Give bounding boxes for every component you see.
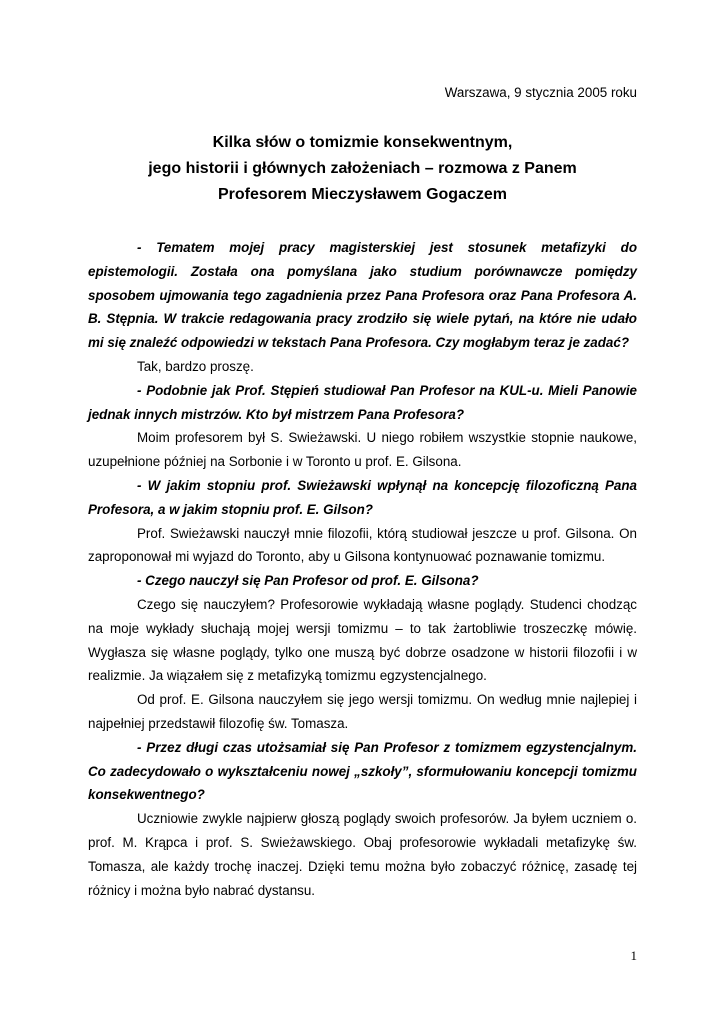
document-title bbox=[88, 130, 637, 208]
question-paragraph: - Czego nauczył się Pan Profesor od prof. E. Gilsona? bbox=[137, 573, 479, 589]
title-line-2: jego historii i głównych założeniach – rozmowa z Panem bbox=[148, 160, 577, 177]
question-paragraph: - Podobnie jak Prof. Stępień studiował Pan Profesor na KUL-u. Mieli Panowie jednak innych mistrzów. Kto był mistrzem Pana Profesora? bbox=[88, 382, 637, 422]
title-line-1: Kilka słów o tomizmie konsekwentnym, bbox=[212, 134, 513, 151]
question-paragraph: - Tematem mojej pracy magisterskiej jest stosunek metafizyki do epistemologii. Została ona pomyślana jako studium porównawcze pomiędzy sposobem ujmowania tego zagadnienia przez Pana Profesora oraz Pana Profesora A. B. Stępnia. W trakcie redagowania pracy zrodziło się wiele pytań, na które nie udało mi się znaleźć odpowiedzi w tekstach Pana Profesora. Czy mogłabym teraz je zadać? bbox=[88, 240, 637, 351]
answer-paragraph: Tak, bardzo proszę. bbox=[137, 358, 254, 374]
interview-body bbox=[88, 236, 637, 902]
answer-paragraph: Uczniowie zwykle najpierw głoszą poglądy swoich profesorów. Ja byłem uczniem o. prof. M. Krąpca i prof. S. Swieżawskiego. Obaj profesorowie wykładali metafizykę św. Tomasza, ale każdy trochę inaczej. Dzięki temu można było zobaczyć różnicę, zasadę tej różnicy i można było nabrać dystansu. bbox=[88, 811, 637, 898]
answer-paragraph: Moim profesorem był S. Swieżawski. U niego robiłem wszystkie stopnie naukowe, uzupełnione później na Sorbonie i w Toronto u prof. E. Gilsona. bbox=[88, 430, 637, 470]
answer-paragraph: Prof. Swieżawski nauczył mnie filozofii, którą studiował jeszcze u prof. Gilsona. On zaproponował mi wyjazd do Toronto, aby u Gilsona kontynuować poznawanie tomizmu. bbox=[88, 525, 637, 565]
document-date: Warszawa, 9 stycznia 2005 roku bbox=[444, 85, 637, 100]
answer-paragraph: Czego się nauczyłem? Profesorowie wykładają własne poglądy. Studenci chodząc na moje wykłady słuchają mojej wersji tomizmu – to tak żartobliwie troszeczkę mówię. Wygłasza się własne poglądy, tylko one muszą być dobrze osadzone w historii filozofii i w realizmie. Ja wiązałem się z metafizyką tomizmu egzystencjalnego. bbox=[88, 596, 637, 684]
answer-paragraph: Od prof. E. Gilsona nauczyłem się jego wersji tomizmu. On według mnie najlepiej i najpełniej przedstawił filozofię św. Tomasza. bbox=[88, 692, 637, 731]
page-number: 1 bbox=[630, 948, 637, 963]
question-paragraph: - W jakim stopniu prof. Swieżawski wpłynął na koncepcję filozoficzną Pana Profesora, a w jakim stopniu prof. E. Gilson? bbox=[88, 477, 637, 517]
question-paragraph: - Przez długi czas utożsamiał się Pan Profesor z tomizmem egzystencjalnym. Co zadecydowało o wykształceniu nowej „szkoły”, sformułowaniu koncepcji tomizmu konsekwentnego? bbox=[88, 739, 637, 803]
title-line-3: Profesorem Mieczysławem Gogaczem bbox=[217, 186, 507, 203]
